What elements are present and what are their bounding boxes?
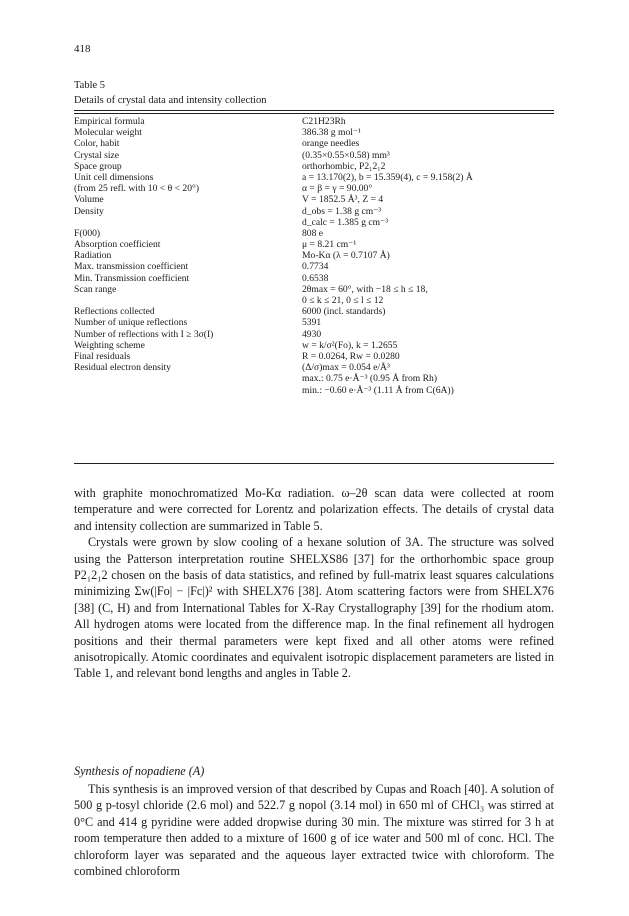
table-row — [74, 250, 554, 261]
row-value: w = k/σ²(Fo), k = 1.2655 — [302, 339, 398, 351]
row-value: 2θmax = 60°, with −18 ≤ h ≤ 18, — [302, 283, 428, 295]
paragraph: Crystals were grown by slow cooling of a hexane solution of 3A. The structure was solved using the Patterson interpretation routine SHELXS86 [37] for the orthorhombic space group P2₁2₁2 chosen on the basis of data statistics, and refined by full-matrix least squares calculations minimizing Σw(|Fo| − |Fc|)² with SHELX76 [38]. Atom scattering factors were from SHELX76 [38] (C, H) and from International Tables for X-Ray Crystallography [39] for the rhodium atom. All hydrogen atoms were located from the difference map. In the final refinement all hydrogen positions and their thermal parameters were kept fixed and all other atoms were refined anisotropically. Atomic coordinates and equivalent isotropic displacement parameters are listed in Table 1, and relevant bond lengths and angles in Table 2. — [74, 535, 554, 681]
crystal-data-table — [74, 116, 554, 396]
row-label: Volume — [74, 194, 104, 206]
row-value: Mo-Kα (λ = 0.7107 Å) — [302, 250, 390, 262]
row-label: Space group — [74, 160, 122, 172]
table-top-rule — [74, 110, 554, 111]
table-caption: Details of crystal data and intensity collection — [74, 95, 267, 106]
table-row — [74, 306, 554, 317]
row-value: 4930 — [302, 328, 322, 340]
row-value: orange needles — [302, 138, 360, 150]
row-label: Max. transmission coefficient — [74, 261, 189, 273]
row-label: Unit cell dimensions — [74, 171, 154, 183]
row-label: Number of reflections with I ≥ 3σ(I) — [74, 328, 214, 340]
row-label: Molecular weight — [74, 127, 142, 139]
row-value: 5391 — [302, 317, 322, 329]
row-value: 0.7734 — [302, 261, 329, 273]
row-label: Scan range — [74, 283, 117, 295]
table-row — [74, 194, 554, 205]
table-row — [74, 206, 554, 217]
row-label: Empirical formula — [74, 116, 145, 127]
row-value: 386.38 g mol⁻¹ — [302, 127, 361, 139]
row-value: (0.35×0.55×0.58) mm³ — [302, 149, 390, 161]
row-label: Number of unique reflections — [74, 317, 188, 329]
paragraph: with graphite monochromatized Mo-Kα radiation. ω–2θ scan data were collected at room temperature and were corrected for Lorentz and polarization effects. The details of crystal data and intensity collection are summarized in Table 5. — [74, 486, 554, 533]
table-row — [74, 161, 554, 172]
row-label: Radiation — [74, 250, 112, 262]
table-row — [74, 284, 554, 295]
row-value: μ = 8.21 cm⁻¹ — [302, 239, 357, 251]
table-label: Table 5 — [74, 80, 106, 91]
row-value: orthorhombic, P2₁2₁2 — [302, 160, 386, 172]
row-value: 0.6538 — [302, 272, 329, 284]
row-value: (Δ/σ)max = 0.054 e/Å³ — [302, 362, 390, 374]
page-number: 418 — [74, 43, 91, 55]
table-row — [74, 239, 554, 250]
row-label: Color, habit — [74, 138, 120, 150]
row-value: α = β = γ = 90.00° — [302, 183, 373, 195]
table-row — [74, 362, 554, 373]
row-label: Density — [74, 205, 104, 217]
row-value: 808 e — [302, 227, 324, 239]
table-header-rule — [74, 113, 554, 114]
table-row — [74, 150, 554, 161]
table-row — [74, 373, 554, 384]
row-value: R = 0.0264, Rw = 0.0280 — [302, 350, 400, 362]
body-text — [74, 485, 554, 682]
row-value: d_calc = 1.385 g cm⁻³ — [302, 216, 389, 228]
table-row — [74, 329, 554, 340]
table-row — [74, 295, 554, 306]
row-label: Absorption coefficient — [74, 239, 161, 251]
row-label: Residual electron density — [74, 362, 171, 374]
table-row — [74, 261, 554, 272]
paragraph: This synthesis is an improved version of that described by Cupas and Roach [40]. A solution of 500 g p-tosyl chloride (2.6 mol) and 522.7 g nopol (3.14 mol) in 650 ml of CHCl₃ was stirred at 0°C and 414 g pyridine were added dropwise during 30 min. The mixture was stirred for 3 h at room temperature then added to a mixture of 1600 g of ice water and 500 ml of conc. HCl. The chloroform layer was separated and the aqueous layer extracted twice with chloroform. The combined chloroform — [74, 782, 554, 879]
table-row — [74, 116, 554, 127]
table-row — [74, 317, 554, 328]
table-row — [74, 127, 554, 138]
row-label: Reflections collected — [74, 306, 155, 318]
row-value: 0 ≤ k ≤ 21, 0 ≤ l ≤ 12 — [302, 295, 384, 306]
table-row — [74, 228, 554, 239]
row-label: Min. Transmission coefficient — [74, 272, 190, 284]
row-value: min.: −0.60 e·Å⁻³ (1.11 Å from C(6A)) — [302, 384, 454, 396]
row-value: a = 13.170(2), b = 15.359(4), c = 9.158(2) Å — [302, 171, 473, 183]
section-heading: Synthesis of nopadiene (A) — [74, 764, 205, 778]
row-label: F(000) — [74, 227, 101, 239]
row-label: (from 25 refl. with 10 < θ < 20°) — [74, 183, 200, 195]
row-label: Crystal size — [74, 149, 120, 161]
table-row — [74, 217, 554, 228]
table-row — [74, 183, 554, 194]
table-row — [74, 273, 554, 284]
table-row — [74, 351, 554, 362]
table-row — [74, 340, 554, 351]
section-body — [74, 781, 554, 879]
row-value: V = 1852.5 Å³, Z = 4 — [302, 194, 384, 206]
row-label: Weighting scheme — [74, 339, 145, 351]
table-row — [74, 172, 554, 183]
table-row — [74, 385, 554, 396]
row-value: 6000 (incl. standards) — [302, 306, 386, 318]
row-value: max.: 0.75 e·Å⁻³ (0.95 Å from Rh) — [302, 373, 438, 385]
table-row — [74, 138, 554, 149]
row-value: d_obs = 1.38 g cm⁻³ — [302, 205, 382, 217]
row-label: Final residuals — [74, 350, 131, 362]
row-value: C21H23Rh — [302, 116, 346, 127]
table-bottom-rule — [74, 463, 554, 464]
